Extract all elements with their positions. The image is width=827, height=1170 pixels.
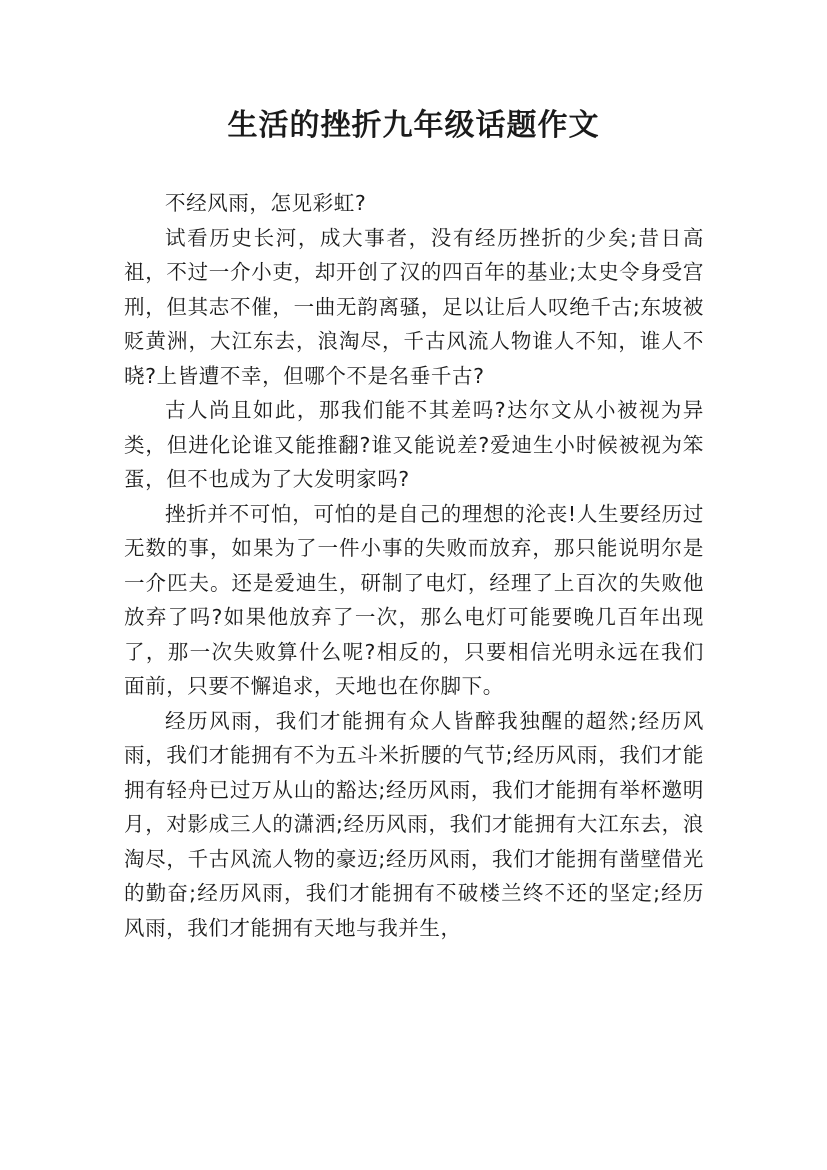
paragraph-2: 试看历史长河，成大事者，没有经历挫折的少矣;昔日高祖，不过一介小吏，却开创了汉的四百年的基业;太史令身受宫刑，但其志不催，一曲无韵离骚，足以让后人叹绝千古;东坡被贬黄洲，大江东去，浪淘尽，千古风流人物谁人不知，谁人不晓?上皆遭不幸，但哪个不是名垂千古? bbox=[124, 225, 704, 388]
document-body bbox=[124, 186, 704, 945]
paragraph-3: 古人尚且如此，那我们能不其差吗?达尔文从小被视为异类，但进化论谁又能推翻?谁又能说差?爱迪生小时候被视为笨蛋，但不也成为了大发明家吗? bbox=[124, 398, 704, 491]
paragraph-1: 不经风雨，怎见彩虹? bbox=[165, 191, 367, 215]
document-title: 生活的挫折九年级话题作文 bbox=[227, 108, 600, 143]
paragraph-5: 经历风雨，我们才能拥有众人皆醉我独醒的超然;经历风雨，我们才能拥有不为五斗米折腰的气节;经历风雨，我们才能拥有轻舟已过万从山的豁达;经历风雨，我们才能拥有举杯邀明月，对影成三人的潇洒;经历风雨，我们才能拥有大江东去，浪淘尽，千古风流人物的豪迈;经历风雨，我们才能拥有凿壁借光的勤奋;经历风雨，我们才能拥有不破楼兰终不还的坚定;经历风雨，我们才能拥有天地与我并生， bbox=[124, 708, 704, 940]
paragraph-4: 挫折并不可怕，可怕的是自己的理想的沦丧!人生要经历过无数的事，如果为了一件小事的失败而放弃，那只能说明尔是一介匹夫。还是爱迪生，研制了电灯，经理了上百次的失败他放弃了吗?如果他放弃了一次，那么电灯可能要晚几百年出现了，那一次失败算什么呢?相反的，只要相信光明永远在我们面前，只要不懈追求，天地也在你脚下。 bbox=[124, 501, 704, 698]
